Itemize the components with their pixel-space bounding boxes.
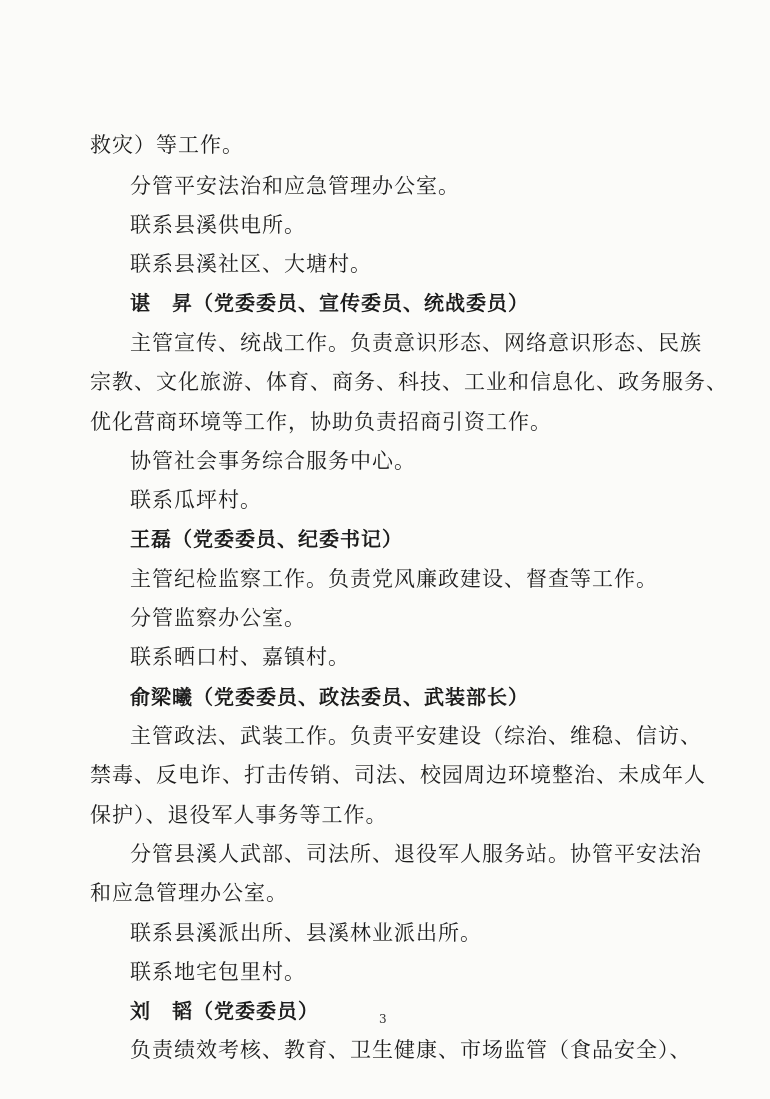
body-text-line: 协管社会事务综合服务中心。 bbox=[130, 449, 416, 473]
official-heading: 王磊（党委委员、纪委书记） bbox=[130, 527, 403, 551]
body-text-line: 救灾）等工作。 bbox=[90, 133, 244, 157]
body-text-line: 分管县溪人武部、司法所、退役军人服务站。协管平安法治 bbox=[130, 842, 702, 866]
body-text-line: 联系县溪供电所。 bbox=[130, 213, 306, 237]
body-text-line: 联系县溪派出所、县溪林业派出所。 bbox=[130, 921, 482, 945]
body-text-line: 分管监察办公室。 bbox=[130, 606, 306, 630]
body-text-line: 联系县溪社区、大塘村。 bbox=[130, 252, 372, 276]
body-text-line: 负责绩效考核、教育、卫生健康、市场监管（食品安全）、 bbox=[130, 1038, 692, 1062]
body-text-line: 保护）、退役军人事务等工作。 bbox=[90, 803, 388, 827]
body-text-line: 联系瓜坪村。 bbox=[130, 488, 262, 512]
body-text-line: 禁毒、反电诈、打击传销、司法、校园周边环境整治、未成年人 bbox=[90, 763, 706, 787]
official-heading: 俞梁曦（党委委员、政法委员、武装部长） bbox=[130, 685, 529, 709]
body-text-line: 分管平安法治和应急管理办公室。 bbox=[130, 174, 460, 198]
body-text-line: 主管纪检监察工作。负责党风廉政建设、督查等工作。 bbox=[130, 567, 658, 591]
body-text-line: 联系地宅包里村。 bbox=[130, 960, 306, 984]
page-number: 3 bbox=[379, 1012, 387, 1026]
body-text-line: 联系晒口村、嘉镇村。 bbox=[130, 645, 350, 669]
body-text-line: 主管政法、武装工作。负责平安建设（综治、维稳、信访、 bbox=[130, 724, 702, 748]
body-text-line: 主管宣传、统战工作。负责意识形态、网络意识形态、民族 bbox=[130, 331, 702, 355]
official-heading: 刘 韬（党委委员） bbox=[130, 999, 319, 1023]
body-text-line: 和应急管理办公室。 bbox=[90, 881, 288, 905]
official-heading: 谌 昇（党委委员、宣传委员、统战委员） bbox=[130, 291, 529, 315]
body-text-line: 宗教、文化旅游、体育、商务、科技、工业和信息化、政务服务、 bbox=[90, 370, 728, 394]
body-text-line: 优化营商环境等工作，协助负责招商引资工作。 bbox=[90, 410, 552, 434]
